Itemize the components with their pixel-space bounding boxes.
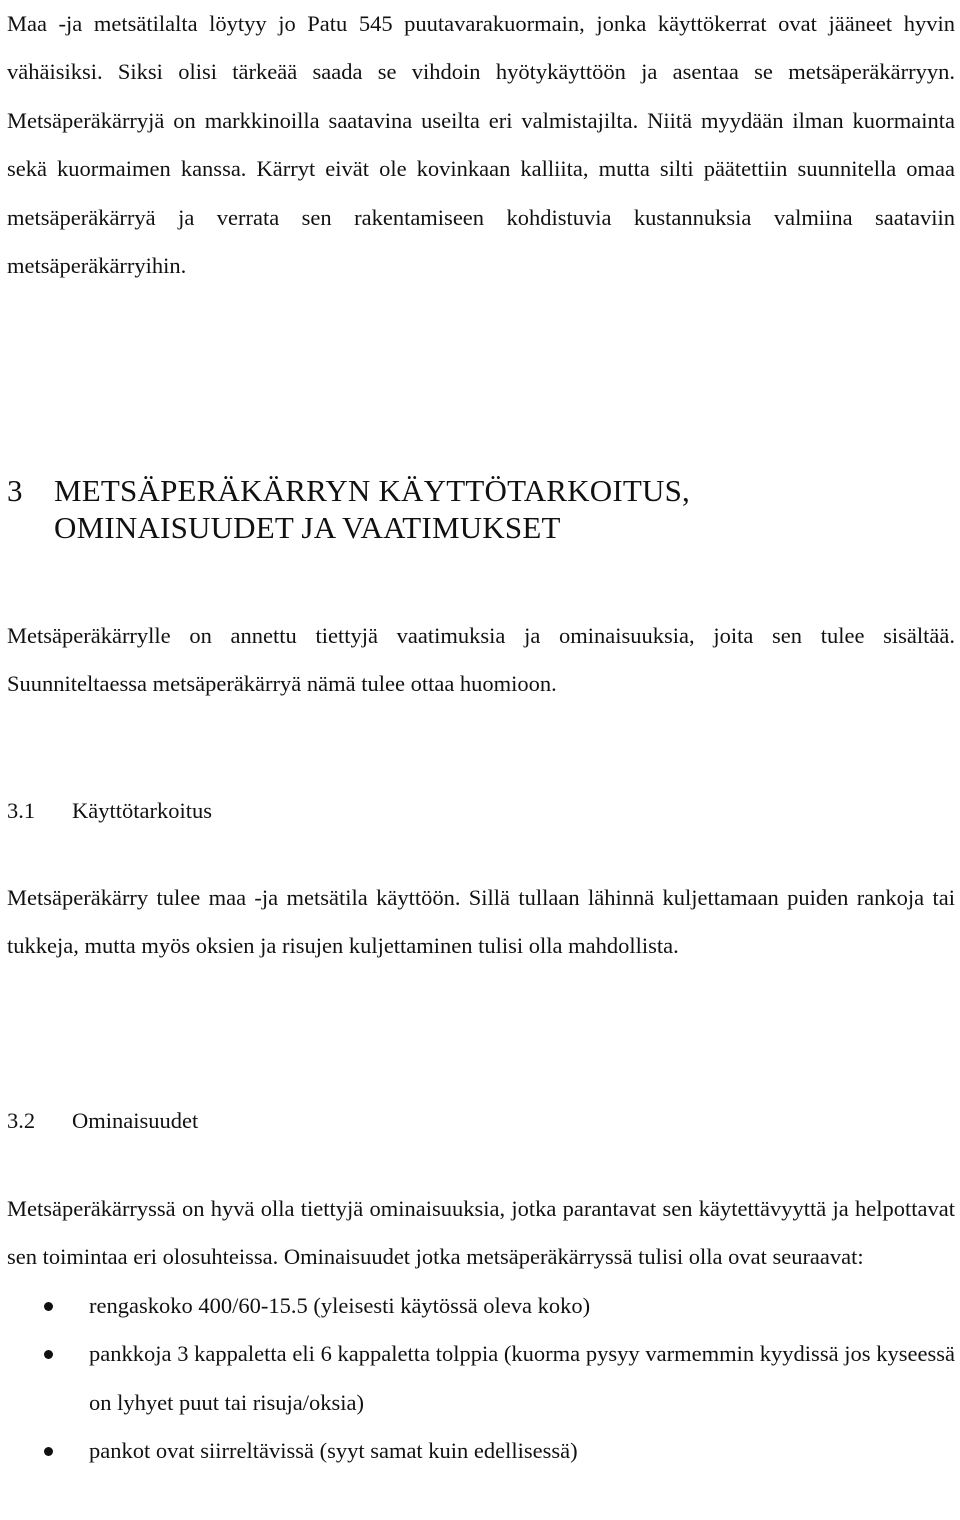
intro-section [7, 0, 955, 290]
list-item-text: rengaskoko 400/60-15.5 (yleisesti käytössä oleva koko) [89, 1292, 591, 1318]
section-3-2 [7, 1106, 955, 1136]
section-3-2-body [7, 1185, 955, 1475]
section-3-1-body [7, 874, 955, 971]
section-3-body [7, 612, 955, 709]
bullet-icon [44, 1447, 53, 1456]
section-3-1-number: 3.1 [7, 798, 36, 823]
section-3-1 [7, 796, 955, 826]
list-item-text: pankkoja 3 kappaletta eli 6 kappaletta tolppia (kuorma pysyy varmemmin kyydissä jos kyseessä on lyhyet puut tai risuja/oksia) [89, 1341, 955, 1415]
section-3-2-heading [7, 1106, 955, 1136]
section-3-title-line1: METSÄPERÄKÄRRYN KÄYTTÖTARKOITUS, [54, 473, 690, 508]
features-list [7, 1282, 955, 1476]
section-3 [7, 472, 955, 546]
bullet-icon [44, 1350, 53, 1359]
section-3-2-number: 3.2 [7, 1108, 36, 1133]
intro-paragraph: Maa -ja metsätilalta löytyy jo Patu 545 puutavarakuormain, jonka käyttökerrat ovat jääneet hyvin vähäisiksi. Siksi olisi tärkeää saada se vihdoin hyötykäyttöön ja asentaa se metsäperäkärryyn. Metsäperäkärryjä on markkinoilla saatavina useilta eri valmistajilta. Niitä myydään ilman kuormainta sekä kuormaimen kanssa. Kärryt eivät ole kovinkaan kalliita, mutta silti päätettiin suunnitella omaa metsäperäkärryä ja verrata sen rakentamiseen kohdistuvia kustannuksia valmiina saataviin metsäperäkärryihin. [7, 11, 955, 279]
list-item [7, 1330, 955, 1427]
section-3-1-title: Käyttötarkoitus [72, 798, 212, 823]
list-item [7, 1282, 955, 1330]
section-3-paragraph: Metsäperäkärrylle on annettu tiettyjä vaatimuksia ja ominaisuuksia, joita sen tulee sisältää. Suunniteltaessa metsäperäkärryä nämä tulee ottaa huomioon. [7, 623, 955, 697]
section-3-2-title: Ominaisuudet [72, 1108, 199, 1133]
section-3-1-heading [7, 796, 955, 826]
section-3-1-paragraph: Metsäperäkärry tulee maa -ja metsätila käyttöön. Sillä tullaan lähinnä kuljettamaan puiden rankoja tai tukkeja, mutta myös oksien ja risujen kuljettaminen tulisi olla mahdollista. [7, 885, 955, 959]
list-item [7, 1427, 955, 1475]
list-item-text: pankot ovat siirreltävissä (syyt samat kuin edellisessä) [89, 1438, 578, 1464]
section-3-2-paragraph: Metsäperäkärryssä on hyvä olla tiettyjä ominaisuuksia, jotka parantavat sen käytettävyyttä ja helpottavat sen toimintaa eri olosuhteissa. Ominaisuudet jotka metsäperäkärryssä tulisi olla ovat seuraavat: [7, 1196, 955, 1270]
section-3-heading [7, 472, 955, 546]
bullet-icon [44, 1302, 53, 1311]
section-3-number: 3 [7, 473, 23, 508]
section-3-title-line2: OMINAISUUDET JA VAATIMUKSET [54, 510, 561, 545]
